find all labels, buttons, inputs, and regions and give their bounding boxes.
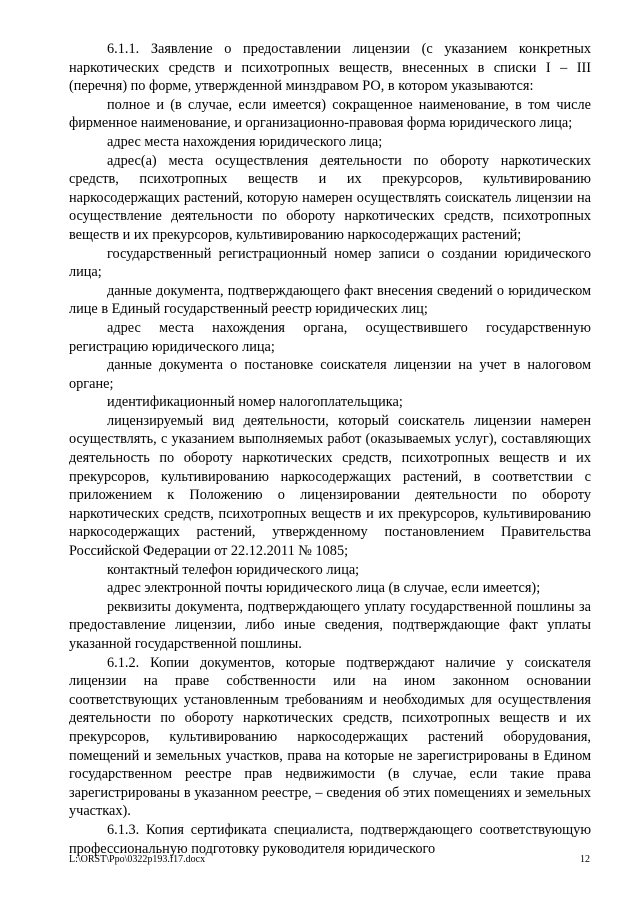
document-body [69,40,591,858]
paragraph-tax-id: идентификационный номер налогоплательщика; [107,394,403,411]
paragraph-email: адрес электронной почты юридического лица (в случае, если имеется); [107,580,541,597]
paragraph-fee-details: реквизиты документа, подтверждающего уплату государственной пошлины за предоставление лицензии, либо иные сведения, подтверждающие факт уплаты указанной государственной пошлины. [69,598,591,652]
paragraph-activity-address: адрес(а) места осуществления деятельности по обороту наркотических средств, психотропных веществ и их прекурсоров, культивированию наркосодержащих растений, которую намерен осуществлять соискатель лицензии на осуществление деятельности по обороту наркотических средств, психотропных веществ и их прекурсоров, культивированию наркосодержащих растений; [69,152,591,243]
paragraph-phone: контактный телефон юридического лица; [107,561,360,578]
paragraph-registry-document: данные документа, подтверждающего факт внесения сведений о юридическом лице в Единый государственный реестр юридических лиц; [69,282,591,318]
page-number: 12 [580,854,590,865]
paragraph-registration-authority: адрес места нахождения органа, осуществившего государственную регистрацию юридического лица; [69,319,591,355]
paragraph-registration-number: государственный регистрационный номер записи о создании юридического лица; [69,245,591,281]
paragraph-licensed-activity: лицензируемый вид деятельности, который соискатель лицензии намерен осуществлять, с указанием выполняемых работ (оказываемых услуг), составляющих деятельность по обороту наркотических средств, психотропных веществ и их прекурсоров, культивированию наркосодержащих растений, в соответствии с приложением к Положению о лицензировании деятельности по обороту наркотических средств, психотропных веществ и их прекурсоров, культивированию наркосодержащих растений, утвержденному постановлением Правительства Российской Федерации от 22.12.2011 № 1085; [69,412,591,560]
paragraph-6-1-2: 6.1.2. Копии документов, которые подтверждают наличие у соискателя лицензии на праве собственности или на ином законном основании соответствующих установленным требованиям и необходимых для осуществления деятельности по обороту наркотических средств, психотропных веществ и их прекурсоров, культивированию наркосодержащих растений оборудования, помещений и земельных участков, права на которые не зарегистрированы в Едином государственном реестре прав недвижимости (в случае, если такие права зарегистрированы в указанном реестре, – сведения об этих помещениях и земельных участках). [69,654,591,820]
paragraph-legal-address: адрес места нахождения юридического лица; [107,133,383,150]
paragraph-tax-registration: данные документа о постановке соискателя лицензии на учет в налоговом органе; [69,357,591,392]
paragraph-full-name: полное и (в случае, если имеется) сокращенное наименование, в том числе фирменное наименование, и организационно-правовая форма юридического лица; [69,96,591,132]
page-footer [69,854,590,865]
file-path: L:\ORST\Ppo\0322p193.f17.docx [69,854,206,865]
paragraph-6-1-1: 6.1.1. Заявление о предоставлении лицензии (с указанием конкретных наркотических средств и психотропных веществ, внесенных в списки I – III (перечня) по форме, утвержденной минздравом РО, в котором указываются: [69,41,591,95]
paragraph-6-1-3: 6.1.3. Копия сертификата специалиста, подтверждающего соответствующую профессиональную подготовку руководителя юридического [69,821,591,857]
